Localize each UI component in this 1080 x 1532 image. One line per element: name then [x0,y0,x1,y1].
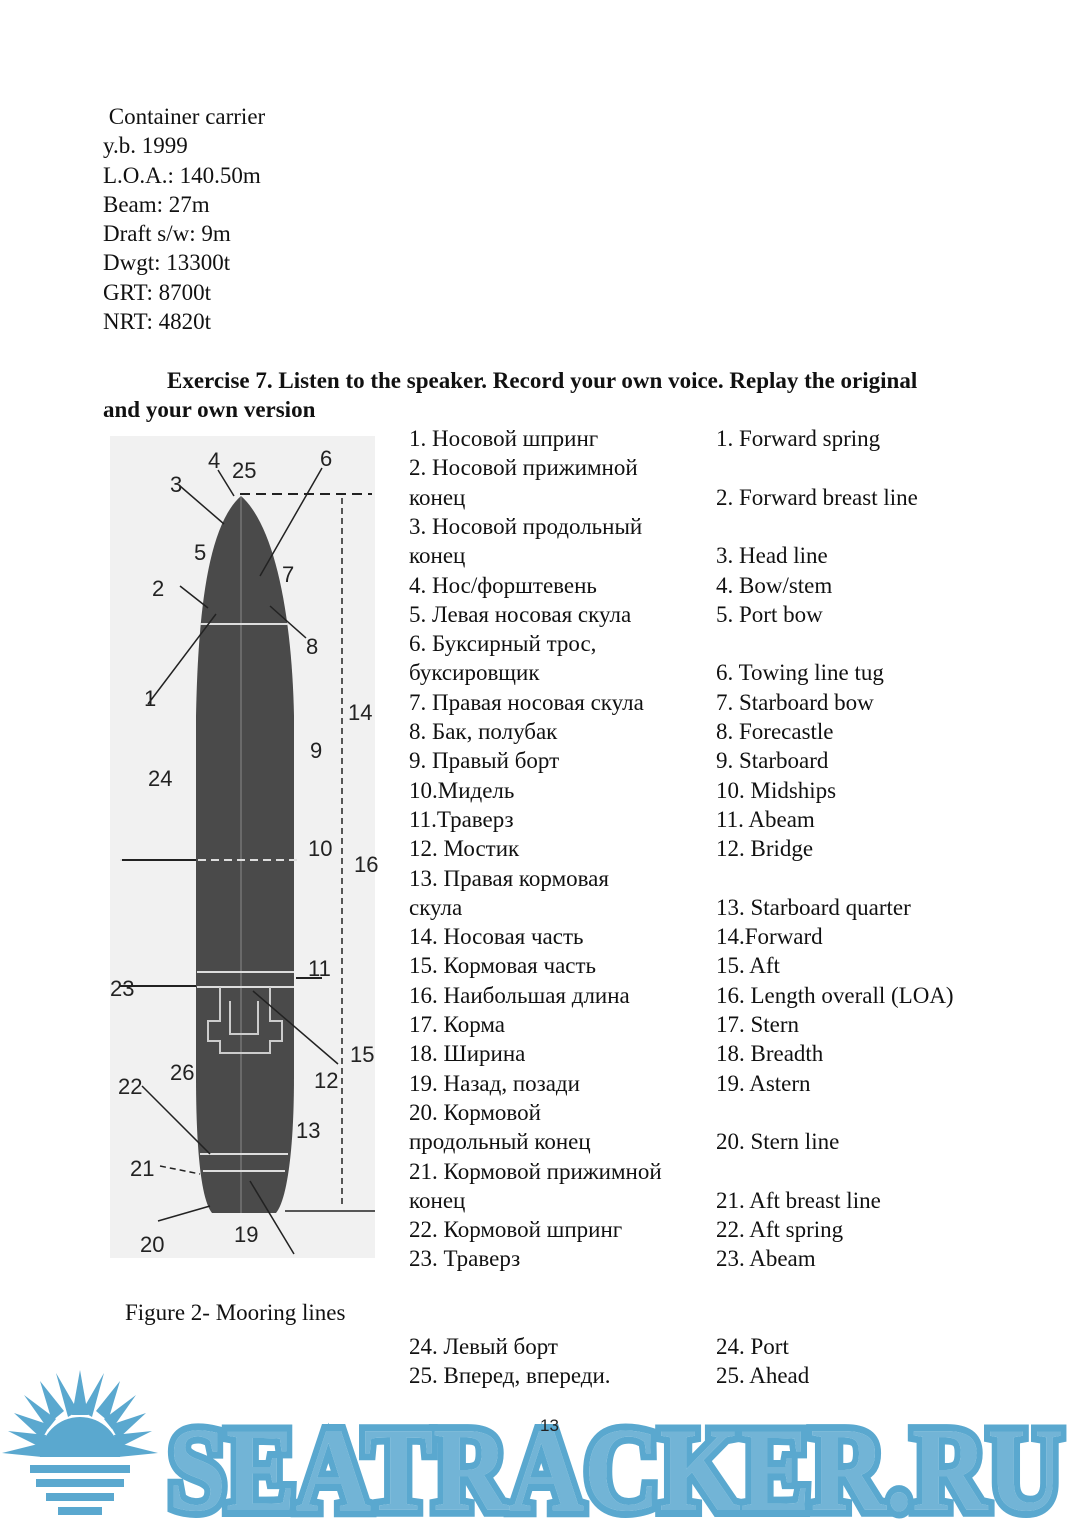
spec-line: Container carrier [103,104,266,129]
en-term: 20. Stern line [716,1129,840,1155]
ru-term: конец [409,543,466,569]
label-22: 22 [118,1074,143,1099]
spec-line: y.b. 1999 [103,133,188,159]
en-term: 11. Abeam [716,806,815,832]
logo-text-fill: SEATRACKER.RU [168,1403,1063,1532]
en-term: 6. Towing line tug [716,660,884,686]
ru-term: 18. Ширина [409,1041,526,1067]
figure-caption: Figure 2- Mooring lines [125,1300,346,1325]
en-term: 12. Bridge [716,836,814,862]
en-term: 24. Port [716,1334,789,1359]
label-1: 1 [144,686,157,711]
exercise-line-2: and your own version [103,397,316,422]
ru-term: 17. Корма [409,1012,505,1037]
ru-term: 6. Буксирный трос, [409,631,597,657]
spec-line: NRT: 4820t [103,309,212,335]
label-10: 10 [308,836,333,861]
label-11: 11 [308,956,331,981]
en-term: 4. Bow/stem [716,572,833,598]
ru-term: 23. Траверз [409,1246,521,1272]
spec-line: Dwgt: 13300t [103,250,231,276]
label-5: 5 [194,540,207,565]
label-8: 8 [306,634,319,659]
label-13: 13 [296,1118,321,1143]
label-24: 24 [148,766,173,791]
en-term: 22. Aft spring [716,1217,844,1243]
en-term: 2. Forward breast line [716,484,918,510]
label-26: 26 [170,1060,195,1085]
ru-term: конец [409,1187,466,1213]
ru-term: 19. Назад, позади [409,1070,580,1096]
seatracker-footer [0,1365,1080,1532]
label-9: 9 [310,738,323,763]
en-term: 23. Abeam [716,1246,816,1272]
en-term: 17. Stern [716,1012,800,1037]
ru-term: 7. Правая носовая скула [409,689,644,715]
spec-line: Beam: 27m [103,191,210,217]
ru-term: 1. Носовой шпринг [409,426,599,451]
label-4: 4 [208,448,221,473]
ru-term: 22. Кормовой шпринг [409,1217,623,1243]
en-term: 19. Astern [716,1070,811,1096]
en-term: 1. Forward spring [716,426,881,451]
ru-term: 24. Левый борт [409,1334,558,1359]
ru-term: 15. Кормовая часть [409,953,597,979]
en-term: 25. Ahead [716,1363,810,1388]
exercise-heading [103,366,1013,424]
label-19: 19 [234,1222,259,1247]
label-3: 3 [170,472,183,497]
label-6: 6 [320,446,333,471]
label-14: 14 [348,700,373,725]
ru-term: 9. Правый борт [409,748,560,774]
label-12: 12 [314,1068,339,1093]
logo-text: SEATRACKER.RU [168,1403,1063,1532]
sun-icon [2,1370,158,1515]
en-term: 13. Starboard quarter [716,894,911,920]
en-term: 21. Aft breast line [716,1187,881,1213]
en-term: 8. Forecastle [716,719,834,744]
ru-term: 21. Кормовой прижимной [409,1158,662,1184]
mooring-lines-figure [110,436,379,1258]
ru-term: 20. Кормовой [409,1099,541,1125]
label-21: 21 [130,1156,155,1181]
en-term: 16. Length overall (LOA) [716,982,954,1008]
ru-term: продольный конец [409,1129,591,1155]
en-term: 15. Aft [716,953,780,979]
label-15: 15 [350,1042,375,1067]
spec-line: GRT: 8700t [103,279,212,305]
label-2: 2 [152,576,165,601]
ru-term: 14. Носовая часть [409,924,584,950]
ship-specs [103,102,265,336]
ru-term: 13. Правая кормовая [409,865,609,891]
ru-term: 10.Мидель [409,777,515,803]
ru-term: 5. Левая носовая скула [409,601,632,627]
ru-term: 3. Носовой продольный [409,513,643,539]
label-16: 16 [354,852,379,877]
ru-term: скула [409,894,463,920]
en-term: 9. Starboard [716,748,829,774]
en-term: 14.Forward [716,924,823,950]
ru-term: 8. Бак, полубак [409,719,558,744]
page-number: 13 [540,1416,559,1435]
ru-term: 25. Вперед, впереди. [409,1363,611,1388]
label-20: 20 [140,1232,165,1257]
en-term: 7. Starboard bow [716,689,874,715]
en-term: 3. Head line [716,543,828,569]
en-term: 10. Midships [716,777,837,803]
seatracker-logo [0,1365,1080,1532]
exercise-line-1: Exercise 7. Listen to the speaker. Record your own voice. Replay the original [167,368,918,393]
spec-line: Draft s/w: 9m [103,221,231,247]
ru-term: 11.Траверз [409,806,514,832]
ru-term: 12. Мостик [409,836,520,862]
en-term: 18. Breadth [716,1041,824,1067]
label-7: 7 [282,562,295,587]
en-term: 5. Port bow [716,601,823,627]
spec-line: L.O.A.: 140.50m [103,162,261,188]
ru-term: буксировщик [409,660,540,686]
label-23: 23 [110,976,135,1001]
ru-term: 4. Нос/форштевень [409,572,597,598]
ship-hull [196,496,294,1213]
label-25: 25 [232,458,257,483]
ru-term: 2. Носовой прижимной [409,455,638,481]
ru-term: конец [409,484,466,510]
ru-term: 16. Наибольшая длина [409,982,630,1008]
mooring-diagram [110,436,379,1258]
